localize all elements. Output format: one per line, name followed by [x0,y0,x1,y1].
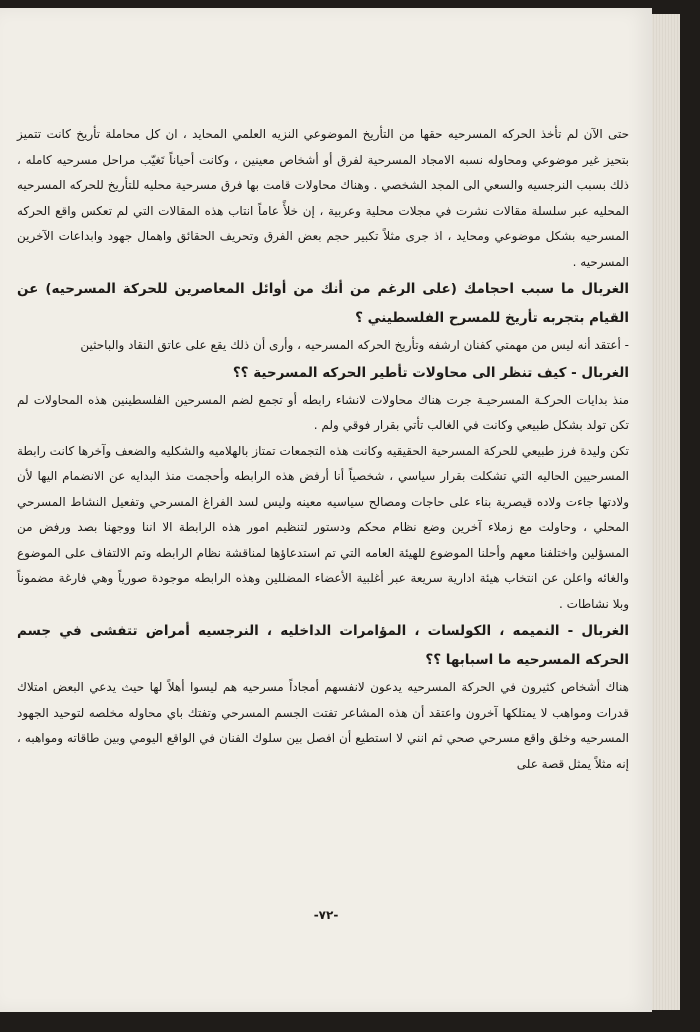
interview-question: الغربال - النميمه ، الكولسات ، المؤامرات الداخليه ، النرجسيه أمراض تتفشى في جسم الحركه المسرحيه ما اسبابها ؟؟ [17,623,629,668]
interview-question: الغربال ما سبب احجامك (على الرغم من أنك من أوائل المعاصرين للحركة المسرحيه) عن القيام بتجربه تأريخ للمسرح الفلسطيني ؟ [17,281,629,326]
book-page [0,8,652,1012]
answer-paragraph: تكن وليدة فرز طبيعي للحركة المسرحية الحقيقيه وكانت هذه التجمعات تمتاز بالهلاميه والشكليه والضعف وآخرها كانت رابطة المسرحيين الحاليه التي تشكلت بقرار سياسي ، شخصياً أنا أرفض هذه الرابطه وأحجمت منذ البدايه عن الانضمام اليها لأن ولادتها جاءت ولاده قيصرية بناء على حاجات ومصالح سياسيه معينه وليس لسد الفراغ المسرحي وتفعيل النشاط المسرحي المحلي ، وحاولت مع زملاء آخرين وضع نظام محكم ودستور لتنظيم امور هذه الرابطة الا اننا ووجهنا بصد ورفض من المسؤلين واختلفنا معهم وأحلنا الموضوع للهيئة العامه التي تم استدعاؤها لمناقشة نظام الرابطه وتم الالتفاف على الموضوع والغائه واعلن عن انتخاب هيئة ادارية سريعة عبر أغلبية الأعضاء المضللين وهذه الرابطه موجودة صورياً وهي فارغة مضموناً وبلا نشاطات . [17,443,629,611]
answer-paragraph: - أعتقد أنه ليس من مهمتي كفنان ارشفه وتأريخ الحركه المسرحيه ، وأرى أن ذلك يقع على عاتق النقاد والباحثين [80,338,629,352]
answer-paragraph: حتى الآن لم تأخذ الحركه المسرحيه حقها من التأريخ الموضوعي النزيه العلمي المحايد ، ان كل محاملة تأريخ كانت تتميز بتحيز غير موضوعي ومحاوله نسبه الامجاد المسرحية لفرق أو أشخاص معينين ، وكانت أحياناً تَغيّب مراحل مسرحيه كامله ، ذلك بسبب النرجسيه والسعي الى المجد الشخصي . وهناك محاولات قامت بها فرق مسرحية محليه للتأريخ للحركه المسرحيه المحليه عبر سلسلة مقالات نشرت في مجلات محلية وعربية ، إن خلأً عاماً انتاب هذه المقالات التي لم تعكس واقع الحركه المسرحيه بشكل موضوعي ومحايد ، اذ جرى مثلاً تكبير حجم بعض الفرق وتحريف الحقائق واهمال جهود وابداعات الآخرين المسرحيه . [17,127,629,269]
page-edges [652,14,680,1010]
page-number: -٧٢- [313,908,339,922]
text-block [17,122,629,777]
answer-paragraph: منذ بدايات الحركـة المسرحيـة جرت هناك محاولات لانشاء رابطه أو تجمع لضم المسرحين الفلسطينين هذه المحاولات لم تكن تولد بشكل طبيعي وكانت في الغالب تأتي بقرار فوقي ولم . [17,392,629,432]
answer-paragraph: هناك أشخاص كثيرون في الحركة المسرحيه يدعون لانفسهم أمجاداً مسرحيه هم ليسوا أهلاً لها حيث يدعي البعض امتلاك قدرات ومواهب لا يمتلكها آخرون واعتقد أن هذه المشاعر تفتت الجسم المسرحي وتفتك باي محاوله مخلصه لتوحيد الجهود المسرحيه وخلق واقع مسرحي صحي ثم انني لا استطيع أن افصل بين سلوك الفنان في الواقع اليومي وبين طاقاته ومواهبه ، إنه مثلاً يمثل قصة على [17,680,629,771]
interview-question: الغربال - كيف تنظر الى محاولات تأطير الحركه المسرحية ؟؟ [232,364,629,381]
